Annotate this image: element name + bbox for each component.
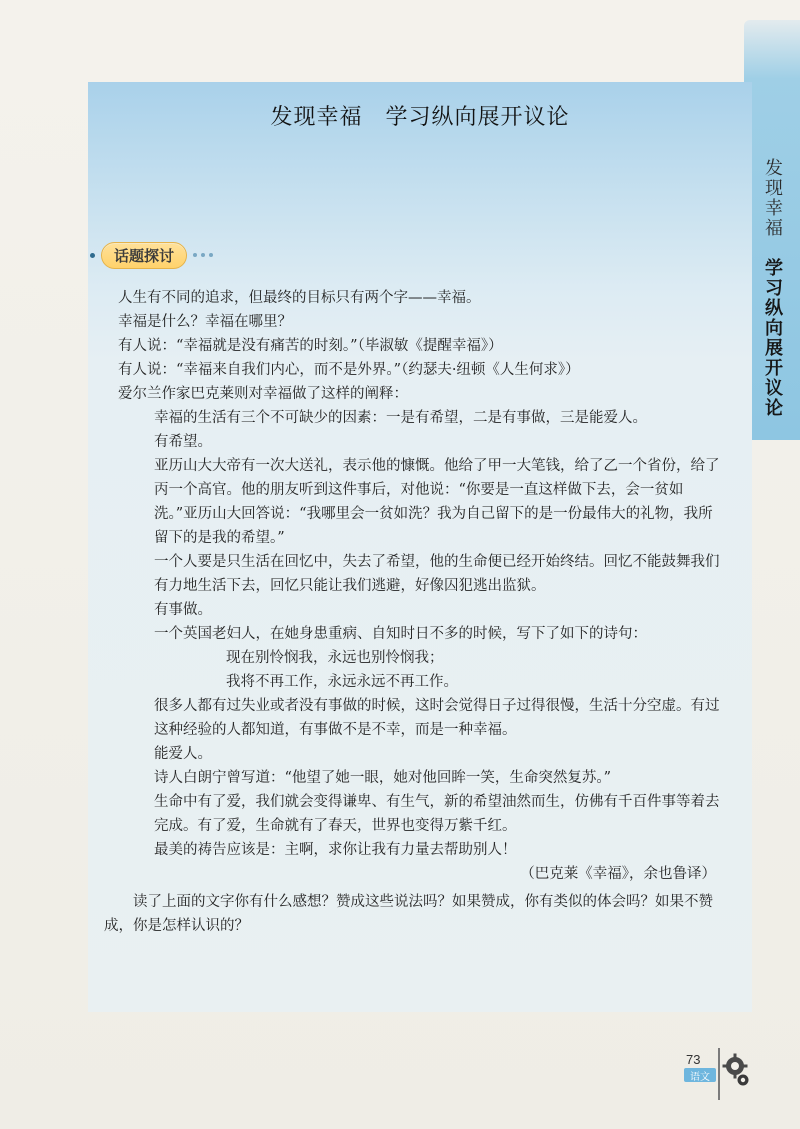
badge-dots-icon [193, 253, 213, 257]
section-label: 话题探讨 [101, 242, 187, 269]
side-chapter-title: 发现幸福 [762, 158, 783, 238]
poem-line: 现在别怜悯我，永远也别怜悯我； [226, 650, 444, 666]
intro-line: 有人说：“幸福就是没有痛苦的时刻。”（毕淑敏《提醒幸福》） [118, 338, 503, 354]
section-badge [88, 240, 238, 270]
quote-paragraph: 诗人白朗宁曾写道：“他望了她一眼，她对他回眸一笑，生命突然复苏。” [154, 770, 612, 786]
small-gear-icon [735, 1072, 751, 1088]
quote-heading: 能爱人。 [154, 746, 212, 762]
side-chapter-subtitle: 学习纵向展开议论 [762, 258, 783, 418]
quote-paragraph: 幸福的生活有三个不可缺少的因素：一是有希望，二是有事做，三是能爱人。 [154, 410, 647, 426]
quoted-passage [154, 406, 726, 886]
intro-line: 人生有不同的追求，但最终的目标只有两个字——幸福。 [118, 290, 481, 306]
quote-paragraph: 最美的祷告应该是：主啊，求你让我有力量去帮助别人！ [154, 842, 517, 858]
badge-dot-icon [90, 253, 95, 258]
footer-divider [718, 1048, 720, 1100]
quote-paragraph: 生命中有了爱，我们就会变得谦卑、有生气，新的希望油然而生，仿佛有千百件事等着去完成。有了爱，生命就有了春天，世界也变得万紫千红。 [154, 794, 720, 834]
quote-signature: （巴克莱《幸福》，余也鲁译） [520, 866, 716, 882]
quote-paragraph: 一个人要是只生活在回忆中，失去了希望，他的生命便已经开始终结。回忆不能鼓舞我们有力地生活下去，回忆只能让我们逃避，好像囚犯逃出监狱。 [154, 554, 720, 594]
intro-line: 爱尔兰作家巴克莱则对幸福做了这样的阐释： [118, 386, 408, 402]
closing-question: 读了上面的文字你有什么感想？赞成这些说法吗？如果赞成，你有类似的体会吗？如果不赞成，你是怎样认识的？ [104, 894, 713, 934]
intro-line: 有人说：“幸福来自我们内心，而不是外界。”（约瑟夫·纽顿《人生何求》） [118, 362, 580, 378]
intro-line: 幸福是什么？幸福在哪里？ [118, 314, 292, 330]
poem-line: 我将不再工作，永远永远不再工作。 [226, 674, 458, 690]
quote-paragraph: 亚历山大大帝有一次大送礼，表示他的慷慨。他给了甲一大笔钱，给了乙一个省份，给了丙一个高官。他的朋友听到这件事后，对他说：“你要是一直这样做下去，会一贫如洗。”亚历山大回答说：“我哪里会一贫如洗？我为自己留下的是一份最伟大的礼物，我所留下的是我的希望。” [154, 458, 720, 546]
quote-paragraph: 一个英国老妇人，在她身患重病、自知时日不多的时候，写下了如下的诗句： [154, 626, 647, 642]
quote-heading: 有事做。 [154, 602, 212, 618]
page-number: 73 [686, 1052, 701, 1067]
quote-paragraph: 很多人都有过失业或者没有事做的时候，这时会觉得日子过得很慢，生活十分空虚。有过这种经验的人都知道，有事做不是不幸，而是一种幸福。 [154, 698, 720, 738]
quote-heading: 有希望。 [154, 434, 212, 450]
page-title: 发现幸福 学习纵向展开议论 [270, 105, 570, 130]
article-body [104, 286, 738, 938]
footer-subject-tab: 语文 [684, 1068, 716, 1082]
